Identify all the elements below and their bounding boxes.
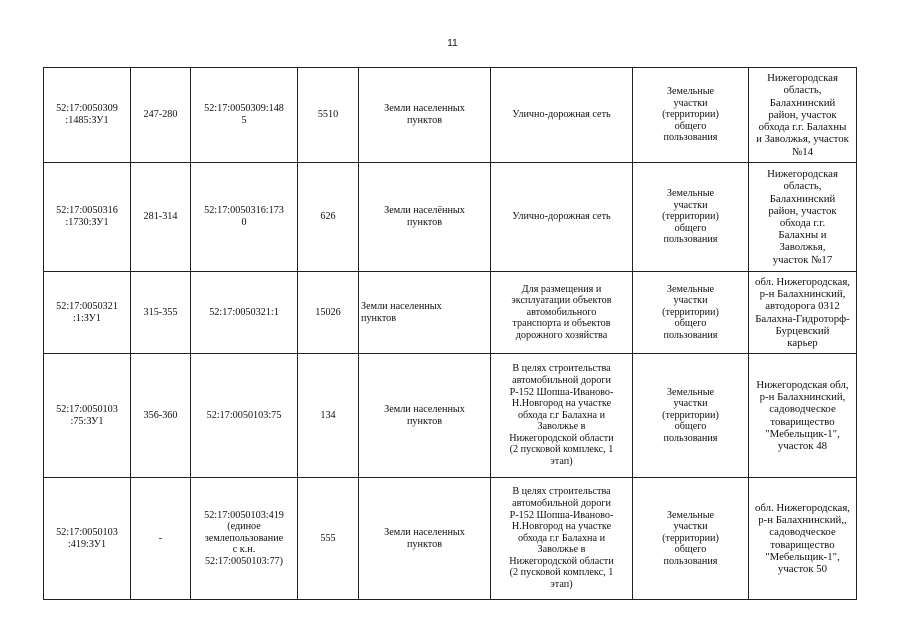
plot-type-cell xyxy=(633,272,749,354)
cell-text: 315-355 xyxy=(143,306,178,318)
cell-text: Для размещения и эксплуатации объектов автомобильного транспорта и объектов дорожного хозяйства xyxy=(511,283,612,341)
cell-text: обл. Нижегородская, р-н Балахнинский,, садоводческое товарищество "Мебельщик-1", участок 50 xyxy=(755,501,850,575)
plot-type-cell xyxy=(633,478,749,600)
cell-text: 52:17:0050321 :1:ЗУ1 xyxy=(56,300,118,324)
points-cell xyxy=(131,478,191,600)
usage-cell xyxy=(491,272,633,354)
cell-text: обл. Нижегородская, р-н Балахнинский, автодорога 0312 Балахна-Гидроторф- Бурцевский карьер xyxy=(755,275,850,349)
cadastral-zu-cell xyxy=(44,163,131,272)
table-row xyxy=(44,478,857,600)
category-cell xyxy=(359,68,491,163)
points-cell xyxy=(131,354,191,478)
cell-text: 52:17:0050309:148 5 xyxy=(204,103,284,126)
address-cell xyxy=(749,272,857,354)
address-cell xyxy=(749,163,857,272)
cell-text: 52:17:0050103:419 (единое землепользование с к.н. 52:17:0050103:77) xyxy=(204,509,284,567)
cell-text: Земли населенных пунктов xyxy=(384,526,465,550)
cell-text: 52:17:0050309 :1485:ЗУ1 xyxy=(56,103,118,126)
parent-cadastral-cell xyxy=(191,478,298,600)
address-cell xyxy=(749,354,857,478)
cell-text: Земли населённых пунктов xyxy=(384,205,465,228)
area-cell xyxy=(298,478,359,600)
parent-cadastral-cell xyxy=(191,163,298,272)
category-cell xyxy=(359,272,491,354)
cell-text: 134 xyxy=(320,409,336,421)
points-cell xyxy=(131,68,191,163)
address-cell xyxy=(749,68,857,163)
table-row xyxy=(44,354,857,478)
cell-text: Земельные участки (территории) общего пользования xyxy=(662,386,719,444)
cell-text: Нижегородская область, Балахнинский район, участок обхода г.г. Балахны и Заволжья, участок №14 xyxy=(756,72,849,158)
cell-text: 52:17:0050103 :419:ЗУ1 xyxy=(56,526,118,550)
cadastral-zu-cell xyxy=(44,354,131,478)
plot-type-cell xyxy=(633,163,749,272)
cell-text: 15026 xyxy=(315,306,341,318)
cell-text: 52:17:0050103 :75:ЗУ1 xyxy=(56,403,118,427)
cell-text: Земли населенных пунктов xyxy=(361,300,442,324)
cell-text: 5510 xyxy=(317,109,339,121)
usage-cell xyxy=(491,163,633,272)
cadastral-zu-cell xyxy=(44,478,131,600)
usage-cell xyxy=(491,478,633,600)
area-cell xyxy=(298,354,359,478)
cell-text: Земельные участки (территории) общего пользования xyxy=(662,283,719,341)
area-cell xyxy=(298,68,359,163)
cadastral-zu-cell xyxy=(44,68,131,163)
plot-type-cell xyxy=(633,354,749,478)
cell-text: Улично-дорожная сеть xyxy=(512,109,611,121)
cell-text: 356-360 xyxy=(143,409,178,421)
table-row xyxy=(44,68,857,163)
cell-text: 52:17:0050316:173 0 xyxy=(204,205,284,228)
cadastral-zu-cell xyxy=(44,272,131,354)
cell-text: В целях строительства автомобильной дороги Р-152 Шопша-Иваново- Н.Новгород на участке обхода г.г Балахна и Заволжье в Нижегородской области (2 пусковой комплекс, 1 этап) xyxy=(509,486,614,591)
cell-text: 52:17:0050316 :1730:ЗУ1 xyxy=(56,205,118,228)
cell-text: В целях строительства автомобильной дороги Р-152 Шопша-Иваново- Н.Новгород на участке обхода г.г Балахна и Заволжье в Нижегородской области (2 пусковой комплекс, 1 этап) xyxy=(509,363,614,468)
cell-text: Земли населенных пунктов xyxy=(384,403,465,427)
cell-text: Нижегородская область, Балахнинский район, участок обхода г.г. Балахны и Заволжья, участок №17 xyxy=(767,168,838,266)
cell-text: Земельные участки (территории) общего пользования xyxy=(662,509,719,567)
usage-cell xyxy=(491,354,633,478)
cell-text: - xyxy=(158,532,163,544)
cell-text: 247-280 xyxy=(143,109,178,121)
cell-text: 555 xyxy=(320,532,336,544)
cell-text: 626 xyxy=(320,211,336,223)
address-cell xyxy=(749,478,857,600)
cell-text: Земли населенных пунктов xyxy=(384,103,465,126)
points-cell xyxy=(131,272,191,354)
usage-cell xyxy=(491,68,633,163)
plot-type-cell xyxy=(633,68,749,163)
parent-cadastral-cell xyxy=(191,354,298,478)
page-number: 11 xyxy=(447,38,458,49)
category-cell xyxy=(359,163,491,272)
table-row xyxy=(44,163,857,272)
cell-text: Земельные участки (территории) общего пользования xyxy=(662,188,719,246)
cell-text: 52:17:0050321:1 xyxy=(209,306,279,318)
cell-text: Нижегородская обл, р-н Балахнинский, садоводческое товарищество "Мебельщик-1", участок 48 xyxy=(756,378,849,452)
category-cell xyxy=(359,478,491,600)
cell-text: Земельные участки (территории) общего пользования xyxy=(662,86,719,144)
category-cell xyxy=(359,354,491,478)
table-row xyxy=(44,272,857,354)
cell-text: Улично-дорожная сеть xyxy=(512,211,611,223)
parent-cadastral-cell xyxy=(191,272,298,354)
area-cell xyxy=(298,163,359,272)
cell-text: 52:17:0050103:75 xyxy=(206,409,282,421)
points-cell xyxy=(131,163,191,272)
parent-cadastral-cell xyxy=(191,68,298,163)
land-plots-table xyxy=(43,67,857,600)
area-cell xyxy=(298,272,359,354)
cell-text: 281-314 xyxy=(143,211,178,223)
